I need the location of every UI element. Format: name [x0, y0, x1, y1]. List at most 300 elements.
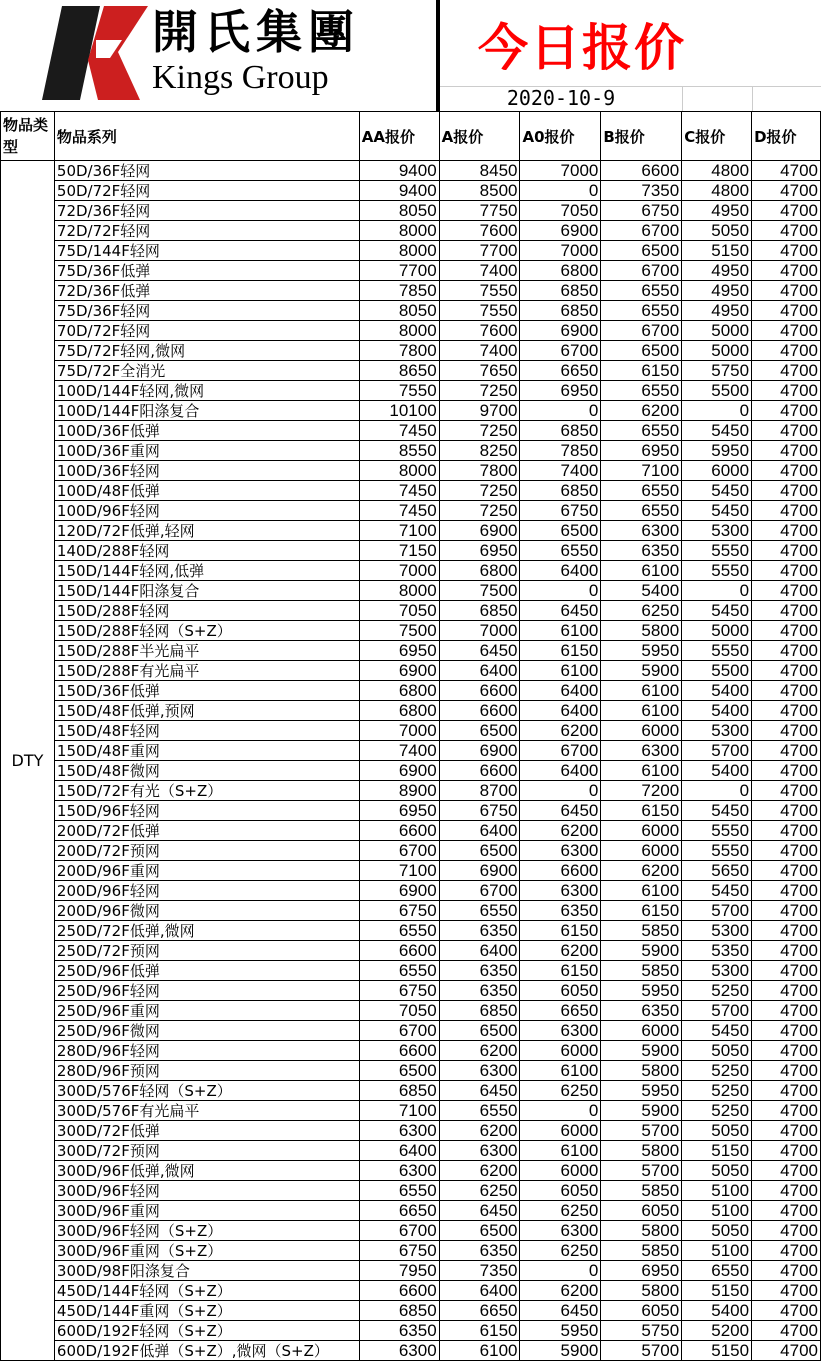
- price-cell: 5350: [682, 941, 752, 961]
- price-cell: 6400: [520, 561, 601, 581]
- series-cell: 300D/72F低弹: [54, 1121, 359, 1141]
- price-cell: 6400: [439, 661, 520, 681]
- price-cell: 5750: [601, 1321, 682, 1341]
- price-cell: 5850: [601, 961, 682, 981]
- price-cell: 4700: [752, 621, 821, 641]
- price-cell: 5800: [601, 1061, 682, 1081]
- table-row: [1, 981, 821, 1001]
- price-cell: 5100: [682, 1241, 752, 1261]
- price-cell: 6550: [601, 501, 682, 521]
- table-row: [1, 1281, 821, 1301]
- price-cell: 4700: [752, 881, 821, 901]
- price-cell: 6400: [439, 821, 520, 841]
- price-cell: 6000: [601, 841, 682, 861]
- series-cell: 300D/72F预网: [54, 1141, 359, 1161]
- table-row: [1, 1301, 821, 1321]
- price-cell: 7950: [359, 1261, 439, 1281]
- price-cell: 5200: [682, 1321, 752, 1341]
- price-cell: 6350: [439, 961, 520, 981]
- price-cell: 6350: [601, 541, 682, 561]
- price-cell: 6150: [520, 961, 601, 981]
- price-cell: 5750: [682, 361, 752, 381]
- price-cell: 5850: [601, 1181, 682, 1201]
- price-cell: 6000: [520, 1041, 601, 1061]
- table-row: [1, 421, 821, 441]
- price-cell: 4700: [752, 1281, 821, 1301]
- price-cell: 5300: [682, 721, 752, 741]
- price-cell: 5450: [682, 881, 752, 901]
- price-cell: 6350: [439, 921, 520, 941]
- price-cell: 6900: [359, 881, 439, 901]
- col-header-aa: AA报价: [359, 112, 439, 161]
- price-cell: 4700: [752, 461, 821, 481]
- price-cell: 6350: [439, 1241, 520, 1261]
- price-cell: 6100: [601, 561, 682, 581]
- price-cell: 5100: [682, 1181, 752, 1201]
- price-cell: 7400: [439, 341, 520, 361]
- price-table: [0, 111, 821, 1361]
- series-cell: 50D/36F轻网: [54, 161, 359, 181]
- price-cell: 4700: [752, 221, 821, 241]
- price-cell: 6400: [520, 681, 601, 701]
- price-cell: 7550: [439, 281, 520, 301]
- price-cell: 6850: [520, 301, 601, 321]
- table-row: [1, 161, 821, 181]
- col-header-type: 物品类型: [1, 112, 55, 161]
- price-cell: 5550: [682, 821, 752, 841]
- price-cell: 6300: [601, 521, 682, 541]
- series-cell: 70D/72F轻网: [54, 321, 359, 341]
- grid-line: [752, 86, 753, 111]
- price-cell: 4700: [752, 1061, 821, 1081]
- table-row: [1, 601, 821, 621]
- price-cell: 5250: [682, 1061, 752, 1081]
- price-cell: 5250: [682, 1101, 752, 1121]
- price-cell: 8000: [359, 221, 439, 241]
- price-cell: 4700: [752, 921, 821, 941]
- price-cell: 5150: [682, 1341, 752, 1361]
- price-cell: 4700: [752, 521, 821, 541]
- price-cell: 6200: [439, 1121, 520, 1141]
- price-cell: 6000: [601, 721, 682, 741]
- price-cell: 6700: [359, 841, 439, 861]
- price-cell: 5700: [682, 1001, 752, 1021]
- series-cell: 75D/144F轻网: [54, 241, 359, 261]
- price-cell: 6900: [439, 521, 520, 541]
- price-cell: 7600: [439, 221, 520, 241]
- table-row: [1, 521, 821, 541]
- price-cell: 6500: [520, 521, 601, 541]
- price-cell: 4700: [752, 341, 821, 361]
- table-row: [1, 361, 821, 381]
- price-cell: 5700: [601, 1341, 682, 1361]
- price-cell: 4700: [752, 761, 821, 781]
- table-row: [1, 1001, 821, 1021]
- price-cell: 5700: [682, 741, 752, 761]
- price-cell: 10100: [359, 401, 439, 421]
- table-row: [1, 1241, 821, 1261]
- price-cell: 6500: [359, 1061, 439, 1081]
- table-row: [1, 1201, 821, 1221]
- price-cell: 5000: [682, 341, 752, 361]
- series-cell: 100D/144F阳涤复合: [54, 401, 359, 421]
- price-cell: 5250: [682, 1081, 752, 1101]
- price-cell: 5550: [682, 641, 752, 661]
- table-row: [1, 581, 821, 601]
- price-cell: 4800: [682, 181, 752, 201]
- price-cell: 9400: [359, 181, 439, 201]
- price-cell: 5450: [682, 801, 752, 821]
- price-cell: 5050: [682, 1161, 752, 1181]
- price-cell: 8550: [359, 441, 439, 461]
- price-cell: 6700: [359, 1221, 439, 1241]
- price-cell: 5900: [601, 1101, 682, 1121]
- kings-group-logo: [0, 0, 436, 111]
- series-cell: 100D/96F轻网: [54, 501, 359, 521]
- price-cell: 6100: [439, 1341, 520, 1361]
- series-cell: 600D/192F低弹（S+Z）,微网（S+Z）: [54, 1341, 359, 1361]
- price-cell: 0: [520, 1101, 601, 1121]
- price-cell: 6200: [520, 721, 601, 741]
- price-cell: 6600: [359, 821, 439, 841]
- price-cell: 4700: [752, 981, 821, 1001]
- price-cell: 6650: [520, 361, 601, 381]
- price-cell: 4700: [752, 821, 821, 841]
- price-cell: 4700: [752, 281, 821, 301]
- price-cell: 6400: [359, 1141, 439, 1161]
- price-cell: 6800: [439, 561, 520, 581]
- price-cell: 6750: [439, 801, 520, 821]
- series-cell: 200D/72F预网: [54, 841, 359, 861]
- price-cell: 6000: [520, 1121, 601, 1141]
- price-cell: 4700: [752, 901, 821, 921]
- price-cell: 6450: [439, 641, 520, 661]
- price-cell: 6000: [682, 461, 752, 481]
- price-cell: 0: [520, 181, 601, 201]
- price-cell: 0: [682, 401, 752, 421]
- price-cell: 6950: [520, 381, 601, 401]
- price-cell: 6850: [520, 281, 601, 301]
- table-row: [1, 1221, 821, 1241]
- price-cell: 9700: [439, 401, 520, 421]
- price-cell: 4700: [752, 301, 821, 321]
- price-cell: 6350: [520, 901, 601, 921]
- price-cell: 0: [682, 581, 752, 601]
- price-cell: 6500: [601, 241, 682, 261]
- series-cell: 300D/96F重网: [54, 1201, 359, 1221]
- price-cell: 5900: [601, 941, 682, 961]
- price-cell: 7000: [520, 161, 601, 181]
- table-row: [1, 901, 821, 921]
- price-cell: 6550: [439, 901, 520, 921]
- table-row: [1, 821, 821, 841]
- price-cell: 7250: [439, 381, 520, 401]
- col-header-c: C报价: [682, 112, 752, 161]
- price-cell: 6550: [439, 1101, 520, 1121]
- price-cell: 6300: [359, 1121, 439, 1141]
- price-cell: 4700: [752, 1101, 821, 1121]
- price-cell: 5800: [601, 621, 682, 641]
- col-header-a0: A0报价: [520, 112, 601, 161]
- price-cell: 4700: [752, 1141, 821, 1161]
- table-row: [1, 181, 821, 201]
- table-row: [1, 201, 821, 221]
- price-cell: 4700: [752, 161, 821, 181]
- price-cell: 5550: [682, 541, 752, 561]
- price-cell: 6900: [520, 321, 601, 341]
- price-cell: 6250: [520, 1201, 601, 1221]
- price-cell: 6850: [520, 481, 601, 501]
- price-cell: 7400: [439, 261, 520, 281]
- price-cell: 6550: [601, 481, 682, 501]
- price-cell: 5800: [601, 1281, 682, 1301]
- table-row: [1, 1341, 821, 1361]
- price-cell: 6350: [601, 1001, 682, 1021]
- price-cell: 4700: [752, 1301, 821, 1321]
- price-cell: 5450: [682, 501, 752, 521]
- price-cell: 7000: [359, 721, 439, 741]
- series-cell: 75D/36F低弹: [54, 261, 359, 281]
- price-cell: 6100: [520, 661, 601, 681]
- price-cell: 4700: [752, 441, 821, 461]
- price-cell: 6200: [520, 941, 601, 961]
- table-row: [1, 1021, 821, 1041]
- table-row: [1, 701, 821, 721]
- price-cell: 6750: [359, 901, 439, 921]
- price-cell: 8000: [359, 321, 439, 341]
- price-table-body: [1, 161, 821, 1361]
- price-cell: 6600: [359, 941, 439, 961]
- series-cell: 100D/36F重网: [54, 441, 359, 461]
- series-cell: 150D/96F轻网: [54, 801, 359, 821]
- price-cell: 7450: [359, 501, 439, 521]
- price-cell: 4700: [752, 1241, 821, 1261]
- series-cell: 75D/36F轻网: [54, 301, 359, 321]
- price-cell: 6800: [359, 701, 439, 721]
- price-cell: 4800: [682, 161, 752, 181]
- price-cell: 6100: [601, 881, 682, 901]
- price-cell: 6300: [520, 841, 601, 861]
- price-cell: 4700: [752, 1021, 821, 1041]
- price-cell: 6750: [520, 501, 601, 521]
- price-cell: 6850: [520, 421, 601, 441]
- series-cell: 280D/96F预网: [54, 1061, 359, 1081]
- table-row: [1, 1161, 821, 1181]
- price-cell: 6600: [520, 861, 601, 881]
- series-cell: 150D/36F低弹: [54, 681, 359, 701]
- price-cell: 6400: [439, 941, 520, 961]
- price-cell: 6300: [359, 1161, 439, 1181]
- series-cell: 150D/288F轻网: [54, 601, 359, 621]
- price-cell: 5450: [682, 1021, 752, 1041]
- series-cell: 50D/72F轻网: [54, 181, 359, 201]
- price-cell: 5550: [682, 561, 752, 581]
- price-cell: 7850: [359, 281, 439, 301]
- price-cell: 6950: [359, 641, 439, 661]
- price-cell: 6250: [439, 1181, 520, 1201]
- price-cell: 4700: [752, 501, 821, 521]
- price-cell: 5500: [682, 661, 752, 681]
- price-cell: 6300: [601, 741, 682, 761]
- price-cell: 4700: [752, 321, 821, 341]
- price-cell: 4700: [752, 481, 821, 501]
- price-cell: 4700: [752, 661, 821, 681]
- price-cell: 6450: [439, 1201, 520, 1221]
- price-cell: 5900: [601, 661, 682, 681]
- price-cell: 5700: [601, 1121, 682, 1141]
- price-cell: 6950: [601, 441, 682, 461]
- price-cell: 4700: [752, 641, 821, 661]
- page-title: 今日报价: [478, 19, 686, 77]
- logo-chinese-name: 開氏集團: [152, 5, 360, 59]
- col-header-d: D报价: [752, 112, 821, 161]
- price-cell: 7500: [439, 581, 520, 601]
- price-cell: 5850: [601, 921, 682, 941]
- price-cell: 8650: [359, 361, 439, 381]
- price-cell: 6700: [439, 881, 520, 901]
- price-cell: 6750: [359, 1241, 439, 1261]
- table-row: [1, 781, 821, 801]
- price-cell: 4700: [752, 201, 821, 221]
- price-cell: 4700: [752, 781, 821, 801]
- price-cell: 6900: [439, 861, 520, 881]
- price-cell: 6500: [439, 841, 520, 861]
- series-cell: 300D/96F低弹,微网: [54, 1161, 359, 1181]
- price-cell: 6500: [439, 721, 520, 741]
- price-cell: 6100: [520, 1141, 601, 1161]
- price-cell: 6150: [601, 801, 682, 821]
- price-cell: 6950: [601, 1261, 682, 1281]
- table-row: [1, 921, 821, 941]
- price-cell: 7000: [520, 241, 601, 261]
- price-cell: 4950: [682, 301, 752, 321]
- price-cell: 6700: [601, 321, 682, 341]
- price-cell: 6150: [520, 921, 601, 941]
- price-cell: 4700: [752, 241, 821, 261]
- price-cell: 6800: [520, 261, 601, 281]
- price-cell: 6200: [601, 861, 682, 881]
- series-cell: 75D/72F全消光: [54, 361, 359, 381]
- price-cell: 6900: [359, 661, 439, 681]
- price-cell: 8000: [359, 241, 439, 261]
- price-cell: 6500: [439, 1021, 520, 1041]
- price-cell: 6250: [520, 1081, 601, 1101]
- price-cell: 5650: [682, 861, 752, 881]
- price-cell: 6250: [601, 601, 682, 621]
- price-cell: 6300: [520, 881, 601, 901]
- price-cell: 4700: [752, 941, 821, 961]
- series-cell: 150D/144F轻网,低弹: [54, 561, 359, 581]
- price-cell: 6050: [520, 981, 601, 1001]
- price-cell: 6400: [520, 701, 601, 721]
- price-cell: 6550: [601, 381, 682, 401]
- price-cell: 6600: [439, 681, 520, 701]
- price-cell: 5300: [682, 521, 752, 541]
- table-row: [1, 1261, 821, 1281]
- series-cell: 250D/96F重网: [54, 1001, 359, 1021]
- price-cell: 4700: [752, 1221, 821, 1241]
- price-cell: 5050: [682, 1221, 752, 1241]
- table-row: [1, 721, 821, 741]
- table-row: [1, 321, 821, 341]
- price-cell: 7700: [359, 261, 439, 281]
- price-cell: 4700: [752, 1261, 821, 1281]
- price-cell: 5700: [601, 1161, 682, 1181]
- series-cell: 300D/96F轻网（S+Z）: [54, 1221, 359, 1241]
- price-cell: 5450: [682, 601, 752, 621]
- price-cell: 6550: [359, 1181, 439, 1201]
- series-cell: 600D/192F轻网（S+Z）: [54, 1321, 359, 1341]
- price-cell: 4700: [752, 1081, 821, 1101]
- series-cell: 140D/288F轻网: [54, 541, 359, 561]
- price-cell: 8450: [439, 161, 520, 181]
- price-cell: 5950: [520, 1321, 601, 1341]
- price-cell: 6450: [520, 601, 601, 621]
- price-cell: 7250: [439, 421, 520, 441]
- price-cell: 6800: [359, 681, 439, 701]
- price-cell: 7550: [439, 301, 520, 321]
- series-cell: 450D/144F轻网（S+Z）: [54, 1281, 359, 1301]
- series-cell: 72D/72F轻网: [54, 221, 359, 241]
- table-row: [1, 281, 821, 301]
- price-cell: 7100: [359, 1101, 439, 1121]
- price-cell: 7600: [439, 321, 520, 341]
- price-cell: 6550: [520, 541, 601, 561]
- price-cell: 5450: [682, 481, 752, 501]
- series-cell: 100D/36F低弹: [54, 421, 359, 441]
- price-cell: 7500: [359, 621, 439, 641]
- price-cell: 4700: [752, 401, 821, 421]
- price-cell: 5150: [682, 241, 752, 261]
- price-cell: 6900: [439, 741, 520, 761]
- table-row: [1, 441, 821, 461]
- price-cell: 4700: [752, 361, 821, 381]
- table-row: [1, 341, 821, 361]
- price-cell: 5850: [601, 1241, 682, 1261]
- table-row: [1, 1041, 821, 1061]
- price-cell: 4700: [752, 961, 821, 981]
- price-cell: 6550: [601, 281, 682, 301]
- price-cell: 4700: [752, 181, 821, 201]
- price-cell: 7700: [439, 241, 520, 261]
- price-cell: 5950: [682, 441, 752, 461]
- price-cell: 6550: [359, 921, 439, 941]
- price-cell: 6050: [601, 1201, 682, 1221]
- price-cell: 5700: [682, 901, 752, 921]
- table-row: [1, 761, 821, 781]
- series-cell: 250D/72F预网: [54, 941, 359, 961]
- price-cell: 6500: [439, 1221, 520, 1241]
- price-cell: 8050: [359, 301, 439, 321]
- price-cell: 5900: [520, 1341, 601, 1361]
- price-cell: 6300: [439, 1061, 520, 1081]
- price-cell: 7200: [601, 781, 682, 801]
- price-cell: 7750: [439, 201, 520, 221]
- table-row: [1, 961, 821, 981]
- price-cell: 4700: [752, 861, 821, 881]
- price-cell: 0: [520, 781, 601, 801]
- price-cell: 7400: [520, 461, 601, 481]
- price-cell: 6650: [359, 1201, 439, 1221]
- series-cell: 300D/576F有光扁平: [54, 1101, 359, 1121]
- quote-date: 2020-10-9: [506, 86, 616, 110]
- price-cell: 5400: [682, 701, 752, 721]
- price-cell: 5800: [601, 1221, 682, 1241]
- price-cell: 6350: [439, 981, 520, 1001]
- price-cell: 5400: [682, 761, 752, 781]
- price-cell: 6200: [601, 401, 682, 421]
- price-cell: 5400: [682, 1301, 752, 1321]
